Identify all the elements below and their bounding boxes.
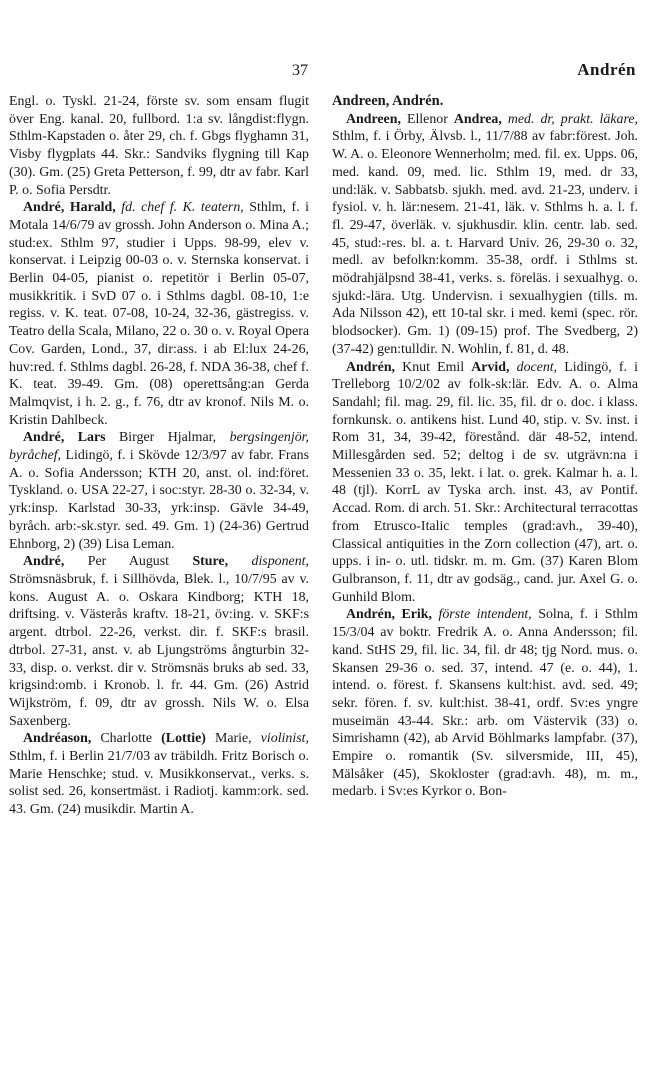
entry-title: disponent,: [251, 554, 309, 570]
entry-andreen-ellenor: [332, 111, 638, 359]
entry-surname: Andréason,: [23, 731, 92, 747]
entry-andren-erik: [332, 606, 638, 801]
entry-given-name: Sture,: [192, 554, 229, 570]
entry-given-rest: Charlotte: [100, 731, 153, 747]
entry-title: med. dr, prakt. läkare,: [507, 111, 638, 127]
entry-title: bergsingenjör, byråchef,: [9, 430, 309, 464]
entry-text: Sthlm, f. i Berlin 21/7/03 av träbildh. Fritz Borisch o. Marie Henschke; stud. v. Musikkonservat., verks. s. solist sed. 26, konsertmäst. i Radiotj. kamm:ork. sed. 43. Gm. (24) musikdir. Martin A.: [9, 749, 309, 818]
entry-given-rest: Ellenor: [406, 111, 448, 127]
entry-andreason-lottie: [9, 730, 309, 819]
entry-given-rest: Birger Hjalmar,: [119, 430, 217, 446]
entry-text: Sthlm, f. i Örby, Älvsb. l., 11/7/88 av fabr:förest. Joh. W. A. o. Eleonore Wennerholm; med. fil. ex. Upps. 06, med. kand. 09, med. lic. Sthlm 19, med. dr 33, und:läk. v. Sabbatsb. sjukh. med. avd. 21-23, underv. i fysiol. v. h. lär:nesem. 21-41, läk. v. Sthlms h. a. l. f. fl. 29-47, överläk. v. sjukhusdir. klin. centr. lab. sed. 45, stud:-res. bl. a. t. Harvard Univ. 26, 29-30 o. 32, medl. av befolkn:komm. 35-38, ordf. i Sthlms st. mödrahjälpsnd 38-41, verks. s. föreläs. i sexualhyg. o. sjukd:-lära. Utg. Undervisn. i sexualhygien (tills. m. Ada Nilsson 42), ett 10-tal skr. i med. kemi (spec. rör. blodsocker). Gm. 1) (09-15) prof. The Svedberg, 2) (37-42) gen:tulldir. N. Wohlin, f. 81, d. 48.: [332, 129, 638, 357]
entry-andre-lars: [9, 429, 309, 553]
entry-given-name: (Lottie): [161, 731, 206, 747]
entry-andren-arvid: [332, 359, 638, 607]
entry-surname: Andreen,: [346, 111, 401, 127]
right-column: [332, 93, 638, 801]
entry-surname: Andrén,: [346, 607, 396, 623]
entry-given-rest: Knut Emil: [402, 359, 465, 375]
entry-andre-sture: [9, 553, 309, 730]
entry-given-name: Arvid,: [471, 359, 510, 375]
entry-text: Strömsnäsbruk, f. i Sillhövda, Blek. l., 10/7/95 av v. kons. August A. o. Oskara Kindborg; KTH 18, driftsing. v. Västerås kraftv. 18-21, öv:ing. v. SKF:s argent. dtrbol. 22-26, verkst. dir. f. SKF:s brasil. dtrbol. 27-31, anst. v. ab Ljungströms ångturbin 32-33, disp. o. verkst. dir v. Strömsnäs bruks ab sed. 33, krigsind:omb. i Kronob. l. fr. 44. Gm. (26) Astrid Wijkström, f. 09, dtr av grossh. Nils W. o. Elsa Saxenberg.: [9, 571, 309, 729]
entry-title: docent,: [516, 359, 558, 375]
entry-given-rest: Per August: [87, 554, 170, 570]
entry-given-name: Erik,: [401, 607, 432, 623]
entry-text: Solna, f. i Sthlm 15/3/04 av boktr. Fredrik A. o. Anna Andersson; fil. kand. StHS 29, fil. lic. 34, fil. dr 48; tjg Nord. mus. o. Skansen 29-36 o. sed. 37, intend. 47 (e. o. 44), 1. intend. o. förest. f. Skansens kult:hist. avd. sed. 49; sekr. fören. f. sv. kult:hist. 38-41, ordf. Sv:es yngre museimän 43-44. Skr.: arb. om Västervik (33) o. Simrishamn (42), ab Arvid Böhlmarks lampfabr. (37), Empire o. romantik (Sv. silversmide, III, 45), Mälsåker (45), Skokloster (grad:avh. 48), m. m., medarb. i Sv:es Kyrkor o. Bon-: [332, 607, 638, 800]
entry-continuation: [9, 93, 309, 199]
section-heading: Andreen, Andrén.: [332, 93, 444, 109]
running-head: Andrén: [577, 60, 636, 79]
entry-title: violinist,: [260, 731, 309, 747]
entry-surname: André,: [23, 430, 65, 446]
page-number: 37: [292, 62, 308, 79]
entry-given-extra: Marie,: [215, 731, 252, 747]
entry-given-name: Andrea,: [453, 111, 502, 127]
entry-surname: Andrén,: [346, 359, 396, 375]
entry-title: fd. chef f. K. teatern,: [121, 200, 244, 216]
entry-title: förste intendent,: [438, 607, 532, 623]
entry-given-name: Lars: [77, 430, 106, 446]
entry-surname: André,: [23, 554, 65, 570]
entry-text: Lidingö, f. i Skövde 12/3/97 av fabr. Frans A. o. Sofia Andersson; KTH 20, anst. ol. ind:föret. Tyskland. o. USA 22-27, i soc:styr. 28-30 o. 32-34, v. yrk:insp. Karlstad 30-33, yrk:insp. Gävle 34-49, byråch. arb:-sk.styr. sed. 49. Gm. 1) (24-36) Gertrud Ehnborg, 2) (39) Lisa Leman.: [9, 448, 309, 552]
entry-andre-harald: [9, 199, 309, 429]
entry-text: Sthlm, f. i Motala 14/6/79 av grossh. John Anderson o. Mina A.; stud:ex. Sthlm 97, studier i Upps. 98-99, elev v. konservat. i Leipzig 00-03 o. v. Sternska konservat. i Berlin 04-05, pianist o. repetitör i Berlin 05-07, musikkritik. i SvD 07 o. i Sthlms dagbl. 08-10, 1:e regiss. v. K. teat. 07-08, 10-24, 32-36, gästregiss. v. Teatro della Scala, Milano, 22 o. 30 o. v. Royal Opera Cov. Garden, Lond., 37, dir:ass. i ab El:lux 24-26, huv:red. f. Sthlms dagbl. 26-28, f. NDA 36-38, chef f. K. teat. 39-49. Gm. (08) operettsång:an Gerda Malmqvist, i h. 2. g., f. 76, dtr av kronof. Nils M. o. Kristin Dahlbeck.: [9, 200, 309, 428]
entry-text: Lidingö, f. i Trelleborg 10/2/02 av folk-sk:lär. Edv. A. o. Alma Sandahl; fil. mag. 29, fil. lic. 35, fil. dr o. doc. i klass. fornkunsk. o. antikens hist. Lund 40, stip. v. Sv. inst. i Rom 31, 34, 39-42, förestånd. där 48-52, intend. Millesgården sed. 52; deltog i de sv. utgrävn:na i Messenien 33 o. 35, lekt. i lat. o. grek. Kalmar h. a. l. 48 (tjl). KorrL av Tyska arch. inst. 43, av Pontif. Accad. Rom. di arch. 51. Skr.: Architectural terracottas from Etrusco-Italic temples (grad:avh., 39-40), Classical antiquities in the Zorn collection (47), art. o. upps. i in- o. utl. tidskr. m. m. Gm. (37) Karen Blom Gulbranson, f. 11, dtr av godsäg., cand. jur. Axel G. o. Gunhild Blom.: [332, 359, 638, 605]
entry-name: André, Harald,: [23, 200, 116, 216]
left-column: [9, 93, 309, 819]
entry-text: Engl. o. Tyskl. 21-24, förste sv. som ensam flugit över Eng. kanal. 20, fullbord. 1:a sv. långdist:flygn. Sthlm-Kapstaden o. åter 29, ch. f. Gbgs flyghamn 31, Visby flygplats 44. Skr.: Sandviks flygning till Kap (30). Gm. (25) Greta Petterson, f. 99, dtr av fabr. Karl P. o. Sofia Persdtr.: [9, 94, 309, 198]
